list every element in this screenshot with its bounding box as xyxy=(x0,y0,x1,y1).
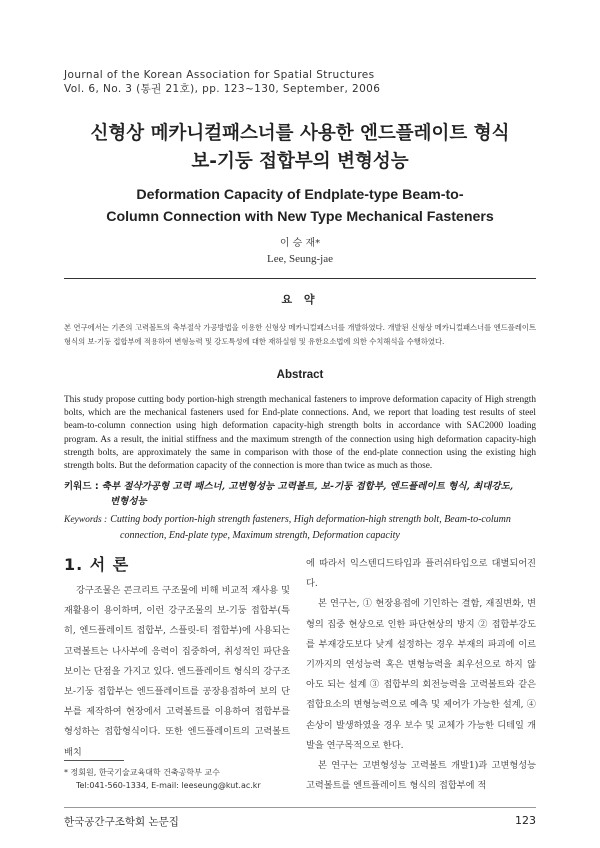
keywords-english xyxy=(64,512,536,543)
title-english-line1: Deformation Capacity of Endplate-type Beam-to- xyxy=(136,187,464,203)
footnote-affiliation: * 정회원, 한국기술교육대학 건축공학부 교수 xyxy=(64,768,220,777)
keywords-english-label: Keywords : xyxy=(64,515,108,525)
title-korean xyxy=(0,120,600,176)
page-number: 123 xyxy=(515,814,536,827)
english-abstract-heading: Abstract xyxy=(276,369,324,381)
paragraph: 본 연구는, ① 현장용접에 기인하는 결함, 재질변화, 변형의 집중 현상으로 인한 파단현상의 방지 ② 접합부강도를 부재강도보다 낮게 설정하는 경우 부재의 파괴에 이르기까지의 연성능력 혹은 변형능력을 최우선으로 하지 않아도 되는 설계 ③ 접합부의 회전능력을 고력볼트와 같은 접합요소의 변형능력으로 예측 및 제어가 가능한 설계, ④ 손상이 발생하였을 경우 보수 및 교체가 가능한 디테일 개발을 연구목적으로 한다. xyxy=(306,598,536,751)
footer-journal-name: 한국공간구조학회 논문집 xyxy=(64,816,179,828)
korean-abstract-heading: 요 약 xyxy=(281,293,319,306)
section-heading-introduction: 1. 서 론 xyxy=(64,555,130,574)
paragraph: 강구조물은 콘크리트 구조물에 비해 비교적 재사용 및 재활용이 용이하며, 이런 강구조물의 보-기둥 접합부(특히, 엔드플레이트 접합부, 스플릿-티 접합부)에 사용되는 고력볼트는 나사부에 응력이 집중하여, 취성적인 파단을 보이는 단점을 가지고 있다. 엔드플레이트 형식의 강구조 보-기둥 접합부는 엔드플레이트를 공장용접하여 보의 단부를 제작하여 현장에서 고력볼트를 이용하여 접합부를 형성하는 접합형식이다. 또한 엔드플레이트의 고력볼트 배치 xyxy=(64,585,290,758)
left-column xyxy=(64,581,290,763)
title-korean-line2: 보-기둥 접합부의 변형성능 xyxy=(191,151,409,172)
title-english-line2: Column Connection with New Type Mechanical Fasteners xyxy=(106,209,494,225)
keywords-english-line1: Cutting body portion-high strength fasteners, High deformation-high strength bolt, Beam-to-column xyxy=(110,514,511,525)
korean-abstract-text: 본 연구에서는 기존의 고력볼트의 축부절삭 가공방법을 이용한 신형상 메카니컬패스너를 개발하였다. 개발된 신형상 메카니컬패스너를 엔드플레이트 형식의 보-기둥 접합부에 적용하여 변형능력 및 강도특성에 대한 재하실험 및 유한요소법에 의한 수치해석을 수행하였다. xyxy=(64,323,536,347)
journal-header xyxy=(64,68,380,96)
keywords-korean xyxy=(64,479,536,509)
footnote-contact: Tel:041-560-1334, E-mail: leeseung@kut.ac.kr xyxy=(76,781,261,790)
journal-volume: Vol. 6, No. 3 (통권 21호), pp. 123~130, September, 2006 xyxy=(64,83,381,95)
footer-rule xyxy=(64,807,536,808)
keywords-english-line2: connection, End-plate type, Maximum strength, Deformation capacity xyxy=(120,530,400,541)
title-english xyxy=(0,184,600,228)
divider xyxy=(64,278,536,279)
english-abstract-text: This study propose cutting body portion-high strength mechanical fasteners to improve deformation capacity of High strength bolts, which are the mechanical fasteners used for End-plate connections. And, we report that loading test results of steel beam-to-column connection using high deformation capacity-high strength bolts in accordance with SAC2000 loading program. As a result, the initial stiffness and the maximum strength of the connection using high deformation capacity-high strength bolts, are approximately the same in comparison with those of the end-plate connection using the existing high strength bolts. But the deformation capacity of the connection is more than twice as much as those. xyxy=(64,395,536,472)
keywords-korean-label: 키워드 : xyxy=(64,481,99,492)
footnote-rule xyxy=(64,760,124,761)
author-footnote xyxy=(64,766,261,792)
journal-name: Journal of the Korean Association for Spatial Structures xyxy=(64,69,375,81)
right-column xyxy=(306,554,536,796)
paragraph: 본 연구는 고변형성능 고력볼트 개발1)과 고변형성능 고력볼트를 엔트플레이트 형식의 접합부에 적 xyxy=(306,760,536,792)
keywords-korean-line1: 축부 절삭가공형 고력 패스너, 고변형성능 고력볼트, 보-기둥 접합부, 엔드플레이트 형식, 최대강도, xyxy=(101,481,514,492)
author-english: Lee, Seung-jae xyxy=(267,253,333,265)
keywords-korean-line2: 변형성능 xyxy=(110,496,147,507)
author-korean: 이 승 재* xyxy=(279,238,321,249)
paragraph: 에 따라서 익스텐디드타입과 플러쉬타입으로 대별되어진다. xyxy=(306,558,536,590)
title-korean-line1: 신형상 메카니컬패스너를 사용한 엔드플레이트 형식 xyxy=(90,123,510,144)
